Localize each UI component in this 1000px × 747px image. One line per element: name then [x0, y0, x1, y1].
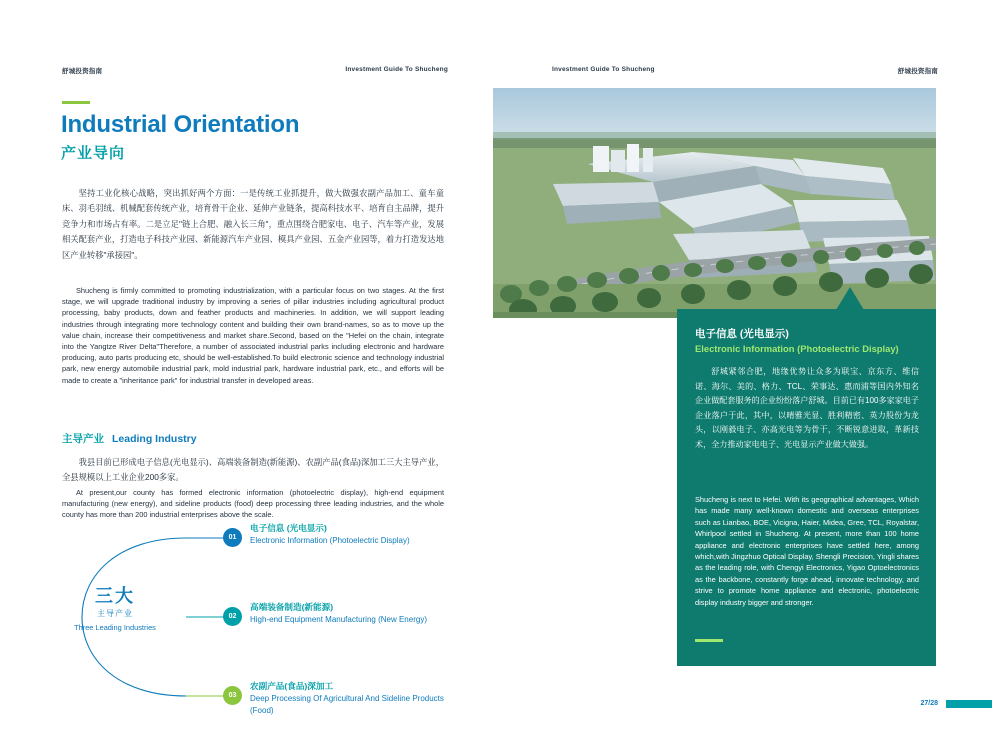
diagram-node-02-cn: 高端装备制造(新能源) [250, 602, 334, 612]
diagram-node-02: 02 [223, 607, 242, 626]
diagram-node-03-cn: 农副产品(食品)深加工 [250, 681, 334, 691]
panel-title-cn: 电子信息 (光电显示) [695, 328, 789, 340]
title-rule [62, 101, 90, 104]
three-leading-industries-diagram [58, 523, 458, 715]
diagram-center-cn-small: 主导产业 [97, 609, 133, 618]
diagram-node-01-cn: 电子信息 (光电显示) [250, 523, 327, 533]
page-number: 27/28 [920, 700, 938, 707]
running-head-left: 舒城投资指南 [62, 68, 103, 75]
diagram-node-03-en: Deep Processing Of Agricultural And Sideline Products (Food) [250, 694, 444, 715]
industrial-park-photo [493, 88, 936, 318]
section-heading [62, 431, 197, 446]
section-heading-cn: 主导产业 [62, 433, 104, 445]
panel-title-en: Electronic Information (Photoelectric Display) [695, 343, 899, 354]
diagram-node-02-en: High-end Equipment Manufacturing (New Energy) [250, 615, 427, 624]
leading-industry-en: At present,our county has formed electronic information (photoelectric display), high-end equipment manufacturing (new energy), and sideline products (food) deep processing three leading industries, and the whole county has more than 200 industrial enterprises above the scale. [62, 488, 444, 520]
running-head-right-en: Investment Guide To Shucheng [552, 66, 655, 73]
body-paragraph-cn: 坚持工业化核心战略，突出抓好两个方面：一是传统工业抓提升，做大做强农副产品加工、童车童床、羽毛羽绒、机械配套传统产业，培育骨干企业、延伸产业链条，提高科技水平、培育自主品牌，提升竞争力和市场占有率。二是立足"链上合肥、融入长三角"，重点围绕合肥家电、电子、汽车等产业，发展相关配套产业，打造电子科技产业园、新能源汽车产业园、模具产业园、五金产业园等，着力打造发达地区产业转移"承接园"。 [62, 188, 444, 260]
diagram-center-cn-big: 三大 [95, 586, 135, 606]
running-head-right: Investment Guide To Shucheng [345, 66, 448, 73]
electronic-information-panel [677, 309, 936, 666]
body-paragraph-en: Shucheng is firmly committed to promoting industrialization, with a particular focus on two stages. At the first stage, we will upgrade traditional industry by improving a series of pillar industries including agricultural product processing, baby products, down and feather products and machineries. In addition, we will support leading industries through integrating more technology content and building their own brand-names, so as to move up the value chain, increase their competitiveness and market share.Second, based on the "Hefei on the chain, integrate into the Yangtze River Delta"Therefore, a number of associated industrial parks including electronic and hardware producing, auto parts producing etc, should be well-established.To build electronic science and technology industrial park, new energy automobile industrial park, mold industrial park, hardware industrial park, etc., and efforts will be made to create a "inheritance park" for industrial transfer in developed areas. [62, 286, 444, 385]
panel-body-cn: 舒城紧邻合肥，地缘优势让众多为联宝、京东方、维信诺、海尔、美的、格力、TCL、荣事达、惠而浦等国内外知名企业做配套服务的企业纷纷落户舒城。目前已有100多家家电子企业落户于此，其中，以晴雅光显、胜利精密、英力股份为龙头，以刚毅电子、亦高光电等为骨干，不断锐意进取，革新技术，全力推动家电电子、光电显示产业做大做强。 [695, 367, 919, 449]
diagram-center-en: Three Leading Industries [74, 623, 156, 632]
running-head-right-cn: 舒城投资指南 [897, 68, 938, 75]
panel-pointer [836, 287, 864, 310]
diagram-node-03-text [250, 680, 458, 717]
page-title-en: Industrial Orientation [61, 111, 300, 138]
panel-rule [695, 639, 723, 642]
diagram-node-02-text [250, 601, 427, 626]
page-title-cn: 产业导向 [61, 145, 126, 162]
diagram-node-03: 03 [223, 686, 242, 705]
section-heading-en: Leading Industry [112, 433, 197, 445]
photo-illustration [493, 88, 936, 318]
leading-industry-cn: 我县目前已形成电子信息(光电显示)、高端装备制造(新能源)、农副产品(食品)深加工三大主导产业，全县规模以上工业企业200多家。 [62, 457, 444, 483]
diagram-node-01-en: Electronic Information (Photoelectric Display) [250, 536, 410, 545]
panel-body-en: Shucheng is next to Hefei. With its geographical advantages, Which has made many well-known domestic and overseas enterprises such as Lianbao, BOE, Vicigna, Haier, Midea, Gree, TCL, Royalstar, Whirlpool settled in Shucheng. At present, more than 100 home appliance and electronic enterprises have settled here, among which,with Jingzhuo Optical Display, Shengli Precision, Yingli shares as the leading role, with Chengyi Electronics, Yigao Optoelectronics as the backbone, constantly forge ahead, innovate technology, and strive to promote home appliance and electronic, photoelectric display industry bigger and stronger. [695, 495, 919, 607]
page-number-bar [946, 700, 992, 708]
diagram-center-label [72, 586, 158, 633]
diagram-node-01-text [250, 522, 410, 547]
diagram-node-01: 01 [223, 528, 242, 547]
